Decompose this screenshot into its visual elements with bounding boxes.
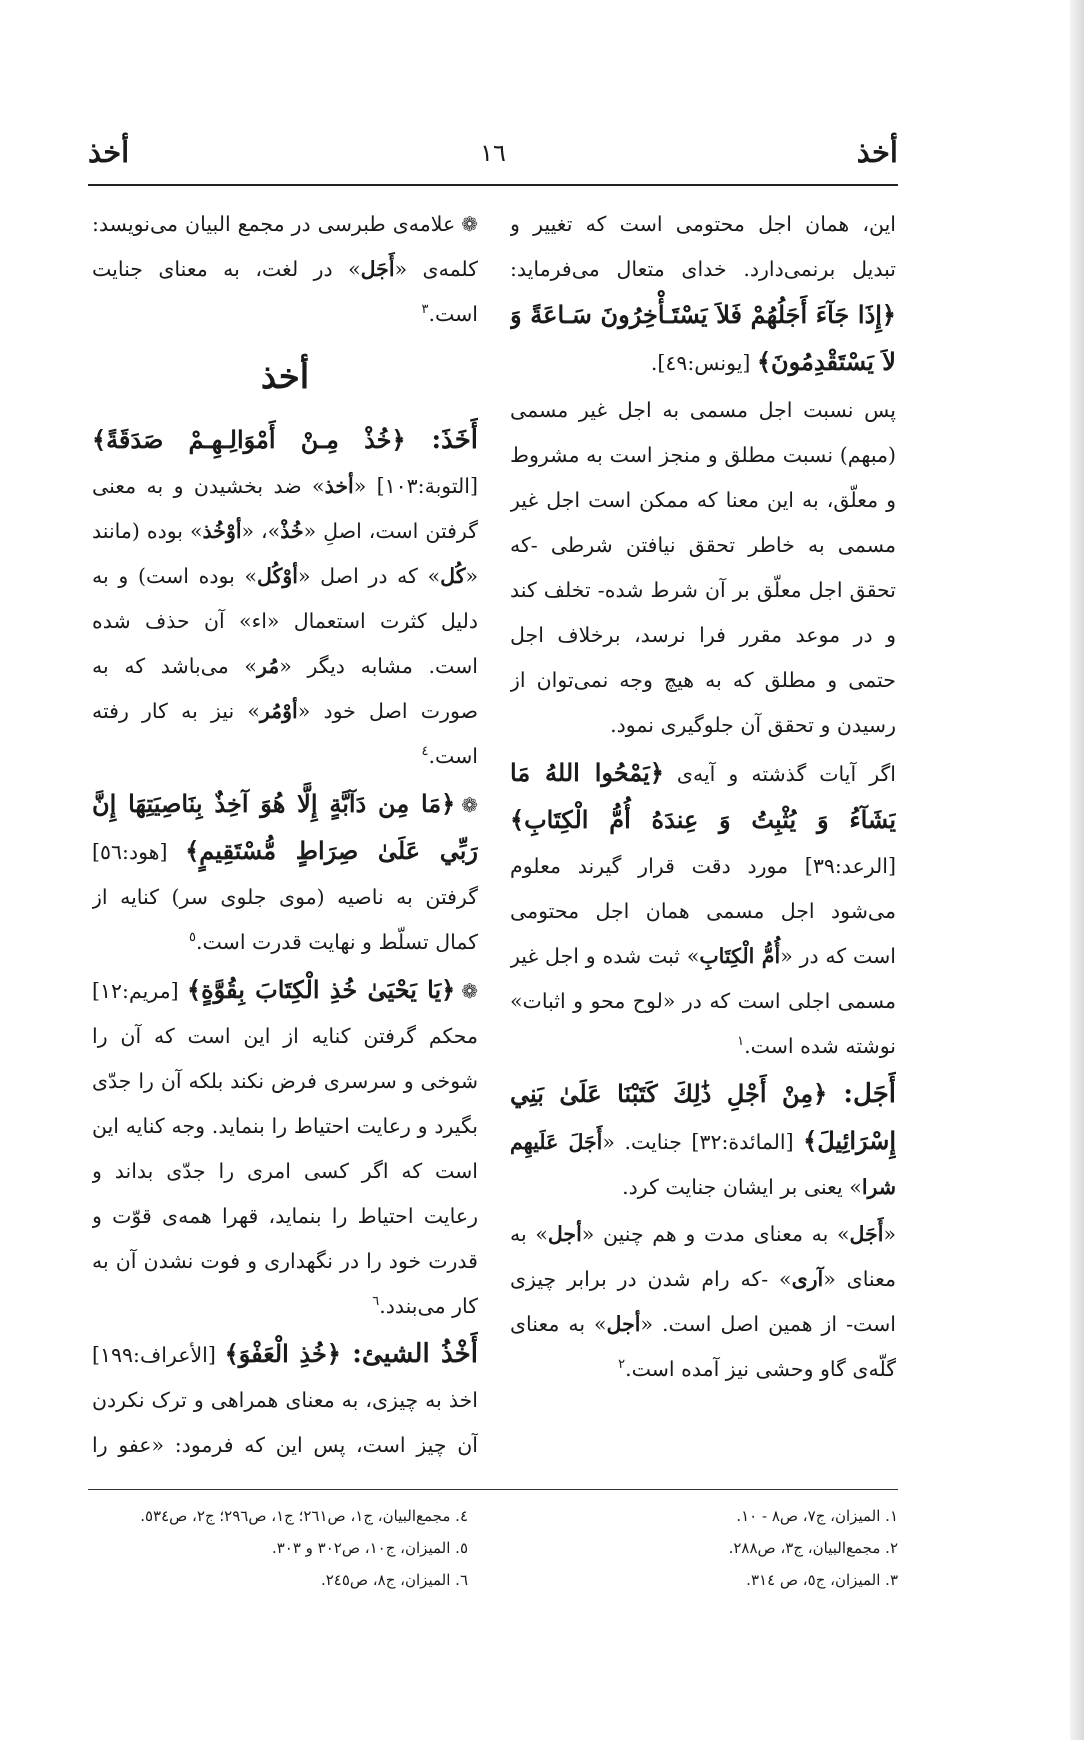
paragraph: ❁﴿مَا مِن دَآبَّةٍ إِلَّا هُوَ آخِذٌ بِنَاصِيَتِهَا إِنَّ رَبِّي عَلَىٰ صِرَاطٍ مُّسْتَقِيمٍ﴾ [هود:٥٦] گرفتن به ناصیه (موی جلوی سر) کنایه از کمال تسلّط و نهایت قدرت است.$^٥$ xyxy=(92,789,478,954)
footnote: ٥. المیزان، ج١٠، ص٣٠٢ و ٣٠٣. xyxy=(271,1539,468,1557)
footnote: ٤. مجمع‌البیان، ج١، ص٢٦١؛ ج١، ص٢٩٦؛ ج٢، ص٥٣٤. xyxy=(140,1507,468,1525)
header-rule xyxy=(88,184,898,186)
header-right-word: أخذ xyxy=(856,135,898,169)
entry-word: أَخَذَ: xyxy=(405,425,478,455)
paragraph: اگر آیات گذشته و آیه‌ی ﴿يَمْحُوا اللهُ مَا يَشَآءُ وَ يُثْبِتُ وَ عِندَهُ أُمُّ الْكِتَابِ﴾ [الرعد:٣٩] مورد دقت قرار گیرند معلوم می‌شود اجل مسمی همان اجل محتومی است که در «أُمُّ الْكِتَابِ» ثبت شده و اجل غیر مسمی اجلی است که در «لوح محو و اثبات» نوشته شده است.$^١$ xyxy=(510,758,896,1058)
quran-quote: ﴿خُذْ مِـنْ أَمْوَالِـهِـمْ صَدَقَةً﴾ xyxy=(92,425,406,454)
quran-quote: ﴿مَا مِن دَآبَّةٍ إِلَّا هُوَ آخِذٌ بِنَاصِيَتِهَا إِنَّ رَبِّي عَلَىٰ صِرَاطٍ مُّسْتَقِيمٍ﴾ xyxy=(92,789,478,865)
paragraph: ❁﴿يَا يَحْيَىٰ خُذِ الْكِتَابَ بِقُوَّةٍ﴾ [مریم:١٢] محکم گرفتن کنایه از این است که آن را شوخی و سرسری فرض نکند بلکه آن را جدّی بگیرد و رعایت احتیاط را بنماید. وجه کنایه این است که اگر کسی امری را جدّی بداند و رعایت احتیاط را بنماید، قهرا همه‌ی قوّت و قدرت خود را در نگهداری و فوت نشدن آن به کار می‌بندد.$^٦$ xyxy=(92,975,478,1318)
page-number: ١٦ xyxy=(480,139,506,167)
page-edge xyxy=(1070,0,1084,1740)
entry-word: أَجَل: xyxy=(827,1079,896,1109)
flower-ornament-icon: ❁ xyxy=(461,212,478,236)
left-column xyxy=(92,202,478,1462)
flower-ornament-icon: ❁ xyxy=(461,979,478,1003)
header-left-word: أخذ xyxy=(88,135,130,169)
footnote: ٣. المیزان، ج٥، ص ٣١٤. xyxy=(746,1571,898,1589)
paragraph: «أَجَل» به معنای مدت و هم چنین «أجل» به معنای «آری» -که رام شدن در برابر چیزی است- از همین اصل است. «أجل» به معنای گلّه‌ی گاو وحشی نیز آمده است.$^٢$ xyxy=(510,1222,896,1381)
footnote-rule xyxy=(88,1489,898,1490)
quran-quote: ﴿إِذَا جَآءَ أَجَلُهُمْ فَلاَ يَسْتَـأْخِرُونَ سَـاعَةً وَ لاَ يَسْتَقْدِمُونَ﴾ xyxy=(510,300,896,376)
right-column xyxy=(510,202,896,1462)
footnote-marker: ٦ xyxy=(372,1294,380,1310)
flower-ornament-icon: ❁ xyxy=(461,793,478,817)
footnote-marker: ٤ xyxy=(421,744,429,760)
paragraph: أَجَل: ﴿مِنْ أَجْلِ ذَٰلِكَ كَتَبْنَا عَلَىٰ بَنِي إِسْرَائِيلَ﴾ [المائدة:٣٢] جنایت. «أَجَلَ عَلَيهِم شرا» یعنی بر ایشان جنایت کرد. xyxy=(510,1079,896,1199)
footnote: ٢. مجمع‌البیان، ج٣، ص٢٨٨. xyxy=(728,1539,898,1557)
paragraph: پس نسبت اجل مسمی به اجل غیر مسمی (مبهم) نسبت مطلق و منجز است به مشروط و معلّق، به این معنا که ممکن است اجل غیر مسمی به خاطر تحقق نیافتن شرطی -که تحقق اجل معلّق بر آن شرط شده- تخلف کند و در موعد مقرر فرا نرسد، برخلاف اجل حتمی و مطلق که به هیچ وجه نمی‌توان از رسیدن و تحقق آن جلوگیری نمود. xyxy=(510,398,896,737)
footnote: ١. المیزان، ج٧، ص٨ - ١٠. xyxy=(736,1507,898,1525)
quran-quote: ﴿خُذِ الْعَفْوَ﴾ xyxy=(224,1339,341,1368)
entry-word: أَخْذُ الشيئ: xyxy=(340,1339,478,1369)
footnote-marker: ٣ xyxy=(421,302,429,318)
paragraph: أَخْذُ الشيئ: ﴿خُذِ الْعَفْوَ﴾ [الأعراف:١٩٩] اخذ به چیزی، به معنای همراهی و ترک نکردن آن چیز است، پس این که فرمود: «عفو را xyxy=(92,1339,478,1457)
paragraph: ❁علامه‌ی طبرسی در مجمع البیان می‌نویسد: کلمه‌ی «أَجَل» در لغت، به معنای جنایت است.$^٣$ xyxy=(92,212,478,326)
quran-quote: ﴿يَا يَحْيَىٰ خُذِ الْكِتَابَ بِقُوَّةٍ﴾ xyxy=(187,975,456,1004)
quran-quote: ﴿يَمْحُوا اللهُ مَا يَشَآءُ وَ يُثْبِتُ وَ عِندَهُ أُمُّ الْكِتَابِ﴾ xyxy=(510,758,896,834)
section-title: أخذ xyxy=(260,357,310,397)
footnote: ٦. المیزان، ج٨، ص٢٤٥. xyxy=(320,1571,468,1589)
footnote-marker: ٥ xyxy=(189,930,196,946)
footnote-marker: ١ xyxy=(737,1034,745,1050)
quran-quote: ﴿مِنْ أَجْلِ ذَٰلِكَ كَتَبْنَا عَلَىٰ بَنِي إِسْرَائِيلَ﴾ xyxy=(510,1079,896,1155)
running-header xyxy=(88,135,898,185)
paragraph: أَخَذَ: ﴿خُذْ مِـنْ أَمْوَالِـهِـمْ صَدَقَةً﴾ [التوبة:١٠٣] «أخذ» ضد بخشیدن و به معنی گرفتن است، اصلِ «خُذْ»، «أوْخُذ» بوده (مانند «كُل» که در اصل «أوْكُل» بوده است) و به دلیل کثرت استعمال «اء» آن حذف شده است. مشابه دیگر «مُر» می‌باشد که به صورت اصل خود «أوْمُر» نیز به کار رفته است.$^٤$ xyxy=(92,425,478,768)
footnotes-left xyxy=(88,1500,468,1596)
paragraph: این، همان اجل محتومی است که تغییر و تبدیل برنمی‌دارد. خدای متعال می‌فرماید: ﴿إِذَا جَآءَ أَجَلُهُمْ فَلاَ يَسْتَـأْخِرُونَ سَـاعَةً وَ لاَ يَسْتَقْدِمُونَ﴾ [یونس:٤٩]. xyxy=(510,212,896,376)
footnote-marker: ٢ xyxy=(618,1357,626,1373)
footnotes-right xyxy=(518,1500,898,1596)
